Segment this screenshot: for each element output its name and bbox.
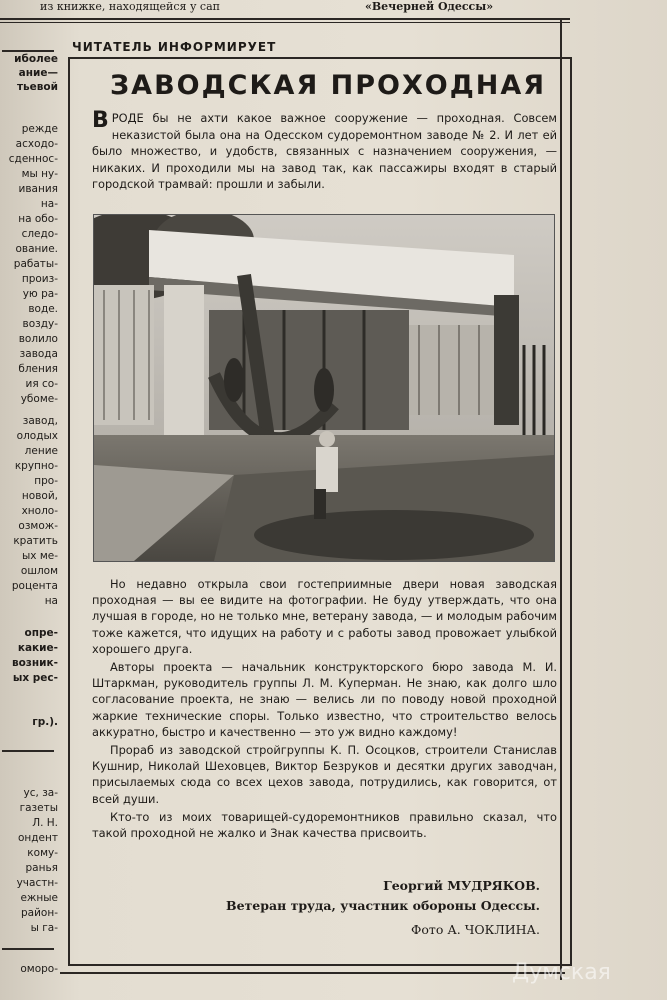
left-bottom-line: участн- xyxy=(16,877,58,889)
left-top-line: тьевой xyxy=(16,81,58,93)
left-text-line: олодых xyxy=(16,430,58,442)
watermark: Думская xyxy=(512,960,611,985)
left-signoff: гр.). xyxy=(32,716,58,728)
left-text-line: ошлом xyxy=(20,565,58,577)
top-rule xyxy=(0,18,570,20)
left-bottom-line: газеты xyxy=(19,802,58,814)
left-text-line: на- xyxy=(40,198,58,210)
left-text-line: хноло- xyxy=(21,505,58,517)
left-text-line: крупно- xyxy=(14,460,58,472)
left-text-line: бления xyxy=(18,363,58,375)
top-rule-thin xyxy=(0,22,570,23)
author-title: Ветеран труда, участник обороны Одессы. xyxy=(226,898,540,913)
top-left-fragment: из книжке, находящейся у сап xyxy=(40,0,220,13)
article-headline: ЗАВОДСКАЯ ПРОХОДНАЯ xyxy=(110,70,547,101)
article-rubric: ЧИТАТЕЛЬ ИНФОРМИРУЕТ xyxy=(72,40,277,54)
left-bold-line: какие- xyxy=(17,642,58,654)
paragraph: Прораб из заводской стройгруппы К. П. Осоцков, строители Станислав Кушнир, Николай Шеховцев, Виктор Безруков и десятки других заводчан, присылаемых сюда со всех цехов завода, потрудились, как говорится, от всей души. xyxy=(92,743,557,806)
left-text-line: волило xyxy=(18,333,58,345)
left-bottom-line: Л. Н. xyxy=(32,817,58,829)
paragraph: Авторы проекта — начальник конструкторского бюро завода М. И. Штаркман, руководитель группы Л. М. Куперман. Не знаю, как долго шло согласование проекта, не знаю — велись ли по поводу новой проходной жаркие технические споры. Только известно, что строительство велось аккуратно, быстро и качественно — это уж видно каждому! xyxy=(92,660,557,739)
left-text-line: режде xyxy=(21,123,58,135)
left-bottom-line: район- xyxy=(20,907,58,919)
left-text-line: сденнос- xyxy=(8,153,58,165)
left-text-line: произ- xyxy=(21,273,58,285)
left-bottom-line: ондент xyxy=(18,832,58,844)
left-bottom-line: ы га- xyxy=(30,922,58,934)
left-text-line: завод, xyxy=(22,415,58,427)
left-bottom-line: ежные xyxy=(20,892,58,904)
top-right-fragment: «Вечерней Одессы» xyxy=(365,0,494,13)
paragraph: Но недавно открыла свои гостеприимные двери новая заводская проходная — вы ее видите на фотографии. Не буду утверждать, что она лучшая в городе, но не только мне, ветерану завода, — и молодым рабочим тоже кажется, что идущих на работу и с работы завод провожает улыбкой хорошего друга. xyxy=(92,577,557,656)
left-text-line: следо- xyxy=(21,228,58,240)
left-bottom-line: ранья xyxy=(25,862,58,874)
left-text-line: ия со- xyxy=(25,378,58,390)
left-top-line: ание— xyxy=(18,67,58,79)
top-strip xyxy=(0,0,667,18)
left-column xyxy=(0,40,58,1000)
left-text-line: кратить xyxy=(13,535,58,547)
article-lead xyxy=(92,110,557,193)
left-bold-line: ых рес- xyxy=(12,672,58,684)
left-text-line: озмож- xyxy=(18,520,58,532)
left-text-line: про- xyxy=(34,475,58,487)
left-bold-line: возник- xyxy=(11,657,58,669)
column-rule-right xyxy=(560,20,562,980)
left-text-line: мы ну- xyxy=(21,168,58,180)
left-top-line: иболее xyxy=(14,53,58,65)
left-text-line: асходо- xyxy=(15,138,58,150)
left-text-line: на обо- xyxy=(18,213,58,225)
left-text-line: рабаты- xyxy=(13,258,58,270)
article-body xyxy=(92,576,557,843)
factory-gate-photo xyxy=(94,215,554,561)
left-column-rule xyxy=(2,750,54,752)
left-text-line: новой, xyxy=(21,490,58,502)
paragraph: Кто-то из моих товарищей-судоремонтников правильно сказал, что такой проходной не жалко и Знак качества присвоить. xyxy=(92,809,557,841)
left-text-line: возду- xyxy=(22,318,58,330)
left-text-line: ую ра- xyxy=(22,288,58,300)
left-bottom-line: ус, за- xyxy=(23,787,58,799)
lead-text: РОДЕ бы не ахти какое важное сооружение — проходная. Совсем неказистой была она на Одесском судоремонтном заводе № 2. И лет ей было множество, и удобств, связанных с назначением сооружения, — никаких. И проходили мы на завод так, как пассажиры входят в старый городской трамвай: прошли и забыли. xyxy=(92,111,557,191)
left-text-line: ление xyxy=(24,445,58,457)
left-text-line: роцента xyxy=(11,580,58,592)
photo-credit: Фото А. ЧОКЛИНА. xyxy=(411,922,540,937)
author-name: Георгий МУДРЯКОВ. xyxy=(383,878,540,893)
left-text-line: завода xyxy=(19,348,58,360)
left-text-line: ивания xyxy=(18,183,58,195)
left-last-fragment: оморо- xyxy=(20,963,58,975)
left-text-line: ование. xyxy=(15,243,58,255)
left-text-line: воде. xyxy=(28,303,58,315)
left-text-line: ых ме- xyxy=(21,550,58,562)
left-bold-line: опре- xyxy=(24,627,58,639)
drop-cap: В xyxy=(92,108,109,133)
bottom-rule xyxy=(60,972,565,974)
author-signature xyxy=(200,876,540,916)
article-photo xyxy=(93,214,555,562)
left-column-rule xyxy=(2,948,54,950)
left-bottom-line: кому- xyxy=(27,847,58,859)
left-text-line: убоме- xyxy=(20,393,58,405)
left-text-line: на xyxy=(44,595,58,607)
